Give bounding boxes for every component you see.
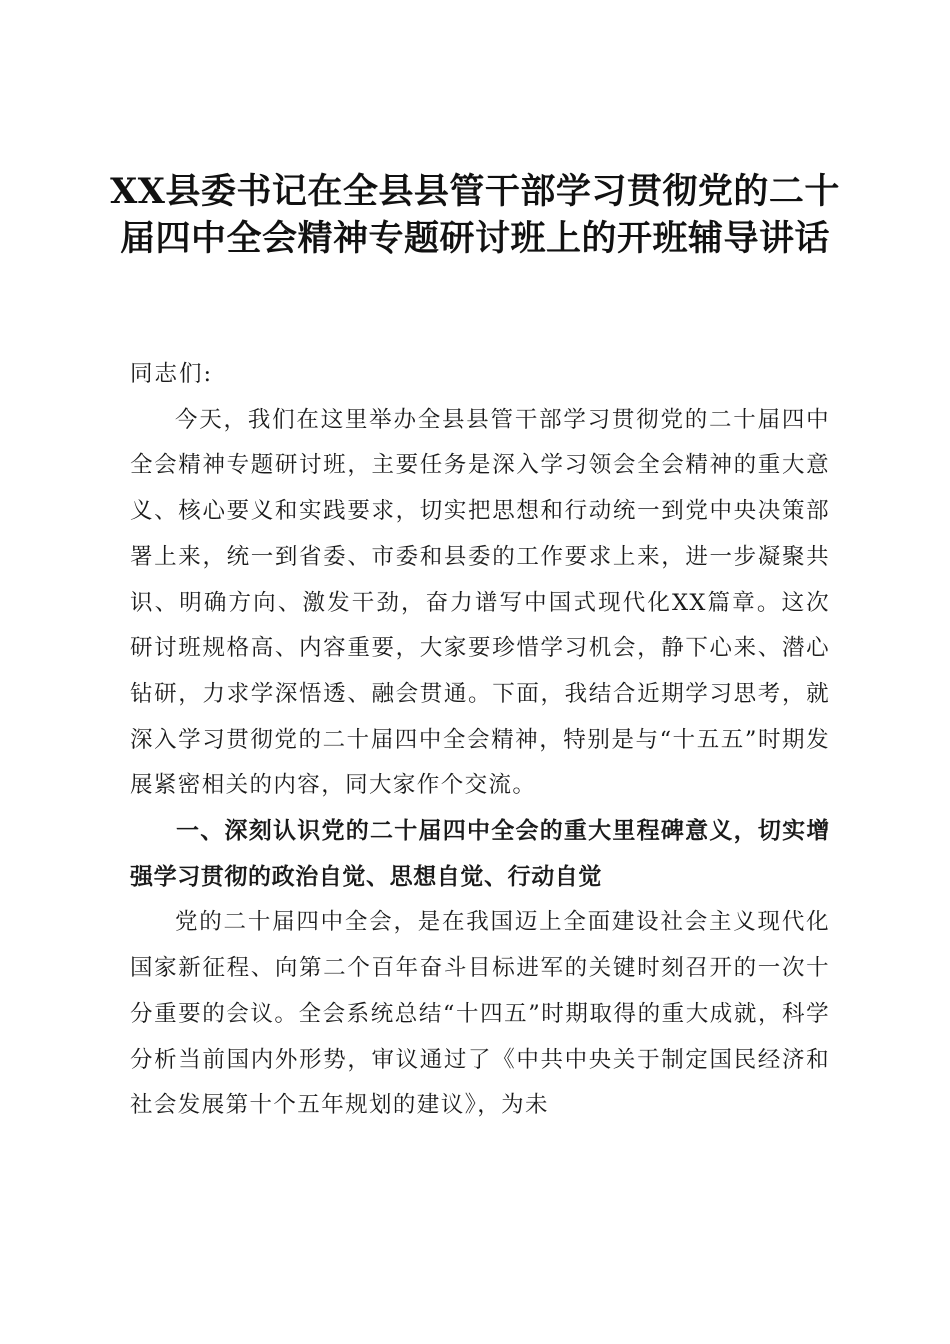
section-1-paragraph: 党的二十届四中全会，是在我国迈上全面建设社会主义现代化国家新征程、向第二个百年奋斗目标进军的关键时刻召开的一次十分重要的会议。全会系统总结“十四五”时期取得的重大成就，科学分析当前国内外形势，审议通过了《中共中央关于制定国民经济和社会发展第十个五年规划的建议》，为未 — [130, 909, 830, 1119]
section-heading-1: 一、深刻认识党的二十届四中全会的重大里程碑意义，切实增强学习贯彻的政治自觉、思想自觉、行动自觉 — [130, 818, 830, 890]
intro-paragraph: 今天，我们在这里举办全县县管干部学习贯彻党的二十届四中全会精神专题研讨班，主要任务是深入学习领会全会精神的重大意义、核心要义和实践要求，切实把思想和行动统一到党中央决策部署上来，统一到省委、市委和县委的工作要求上来，进一步凝聚共识、明确方向、激发干劲，奋力谱写中国式现代化XX篇章。这次研讨班规格高、内容重要，大家要珍惜学习机会，静下心来、潜心钻研，力求学深悟透、融会贯通。下面，我结合近期学习思考，就深入学习贯彻党的二十届四中全会精神，特别是与“十五五”时期发展紧密相关的内容，同大家作个交流。 — [130, 406, 830, 799]
salutation: 同志们: — [130, 361, 214, 387]
document-body — [130, 352, 830, 1129]
document-title: XX县委书记在全县县管干部学习贯彻党的二十届四中全会精神专题研讨班上的开班辅导讲话 — [110, 171, 840, 259]
